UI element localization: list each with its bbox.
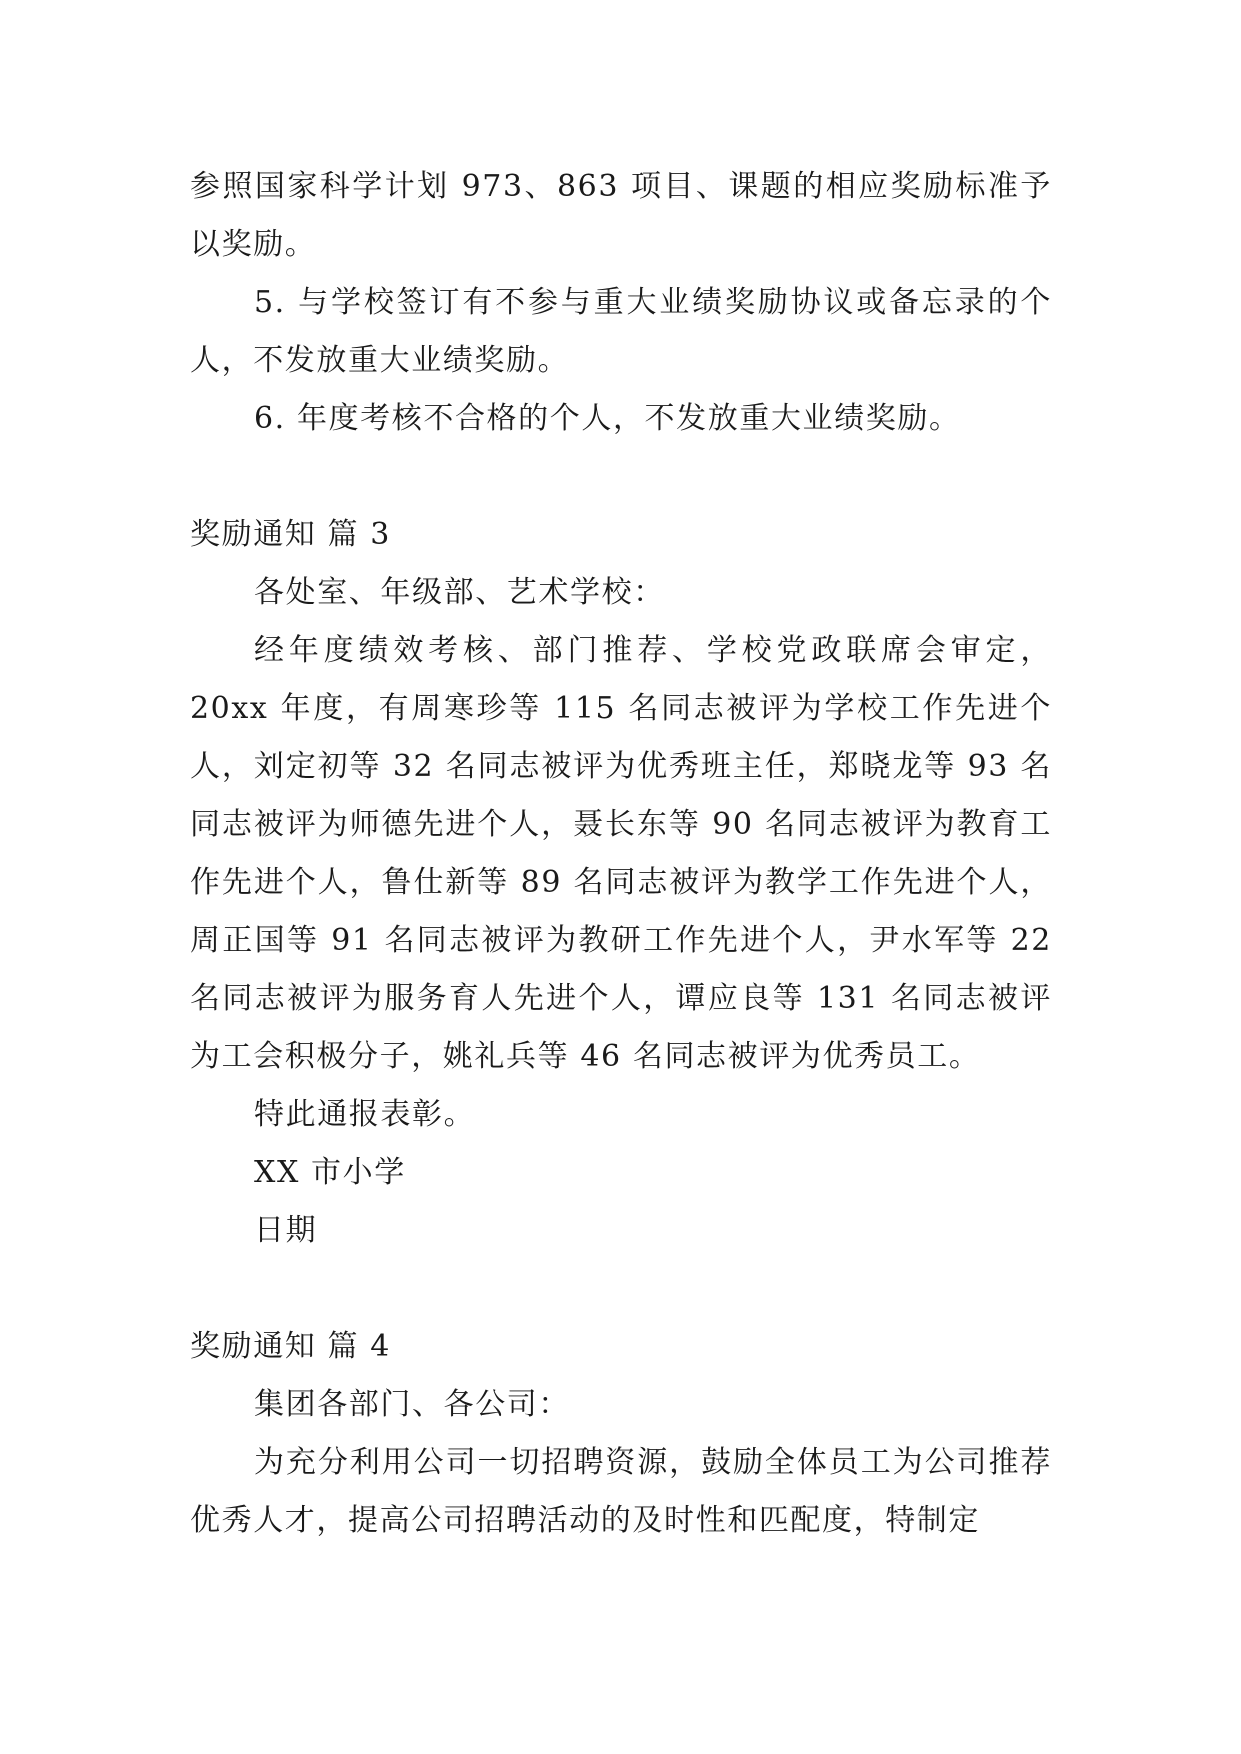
section-3-closing: 特此通报表彰。 (254, 1097, 476, 1132)
section-4-body: 为充分利用公司一切招聘资源，鼓励全体员工为公司推荐优秀人才，提高公司招聘活动的及时性和匹配度，特制定 (190, 1445, 1052, 1538)
document-body (190, 158, 1052, 1550)
section-3-salutation: 各处室、年级部、艺术学校： (254, 575, 665, 610)
paragraph-continuation: 参照国家科学计划 973、863 项目、课题的相应奖励标准予以奖励。 (190, 169, 1052, 262)
section-3-signer: XX 市小学 (254, 1155, 406, 1190)
section-3-title: 奖励通知 篇 3 (190, 517, 391, 552)
section-4-salutation: 集团各部门、各公司： (254, 1387, 570, 1422)
section-3-body: 经年度绩效考核、部门推荐、学校党政联席会审定，20xx 年度，有周寒珍等 115 名同志被评为学校工作先进个人，刘定初等 32 名同志被评为优秀班主任，郑晓龙等 93 名同志被评为师德先进个人，聂长东等 90 名同志被评为教育工作先进个人，鲁仕新等 89 名同志被评为教学工作先进个人，周正国等 91 名同志被评为教研工作先进个人，尹水军等 22 名同志被评为服务育人先进个人，谭应良等 131 名同志被评为工会积极分子，姚礼兵等 46 名同志被评为优秀员工。 (190, 633, 1052, 1074)
list-item-6: 6. 年度考核不合格的个人，不发放重大业绩奖励。 (254, 401, 961, 436)
section-3-date: 日期 (254, 1213, 318, 1248)
list-item-5: 5. 与学校签订有不参与重大业绩奖励协议或备忘录的个人，不发放重大业绩奖励。 (190, 285, 1052, 378)
section-4-title: 奖励通知 篇 4 (190, 1329, 391, 1364)
